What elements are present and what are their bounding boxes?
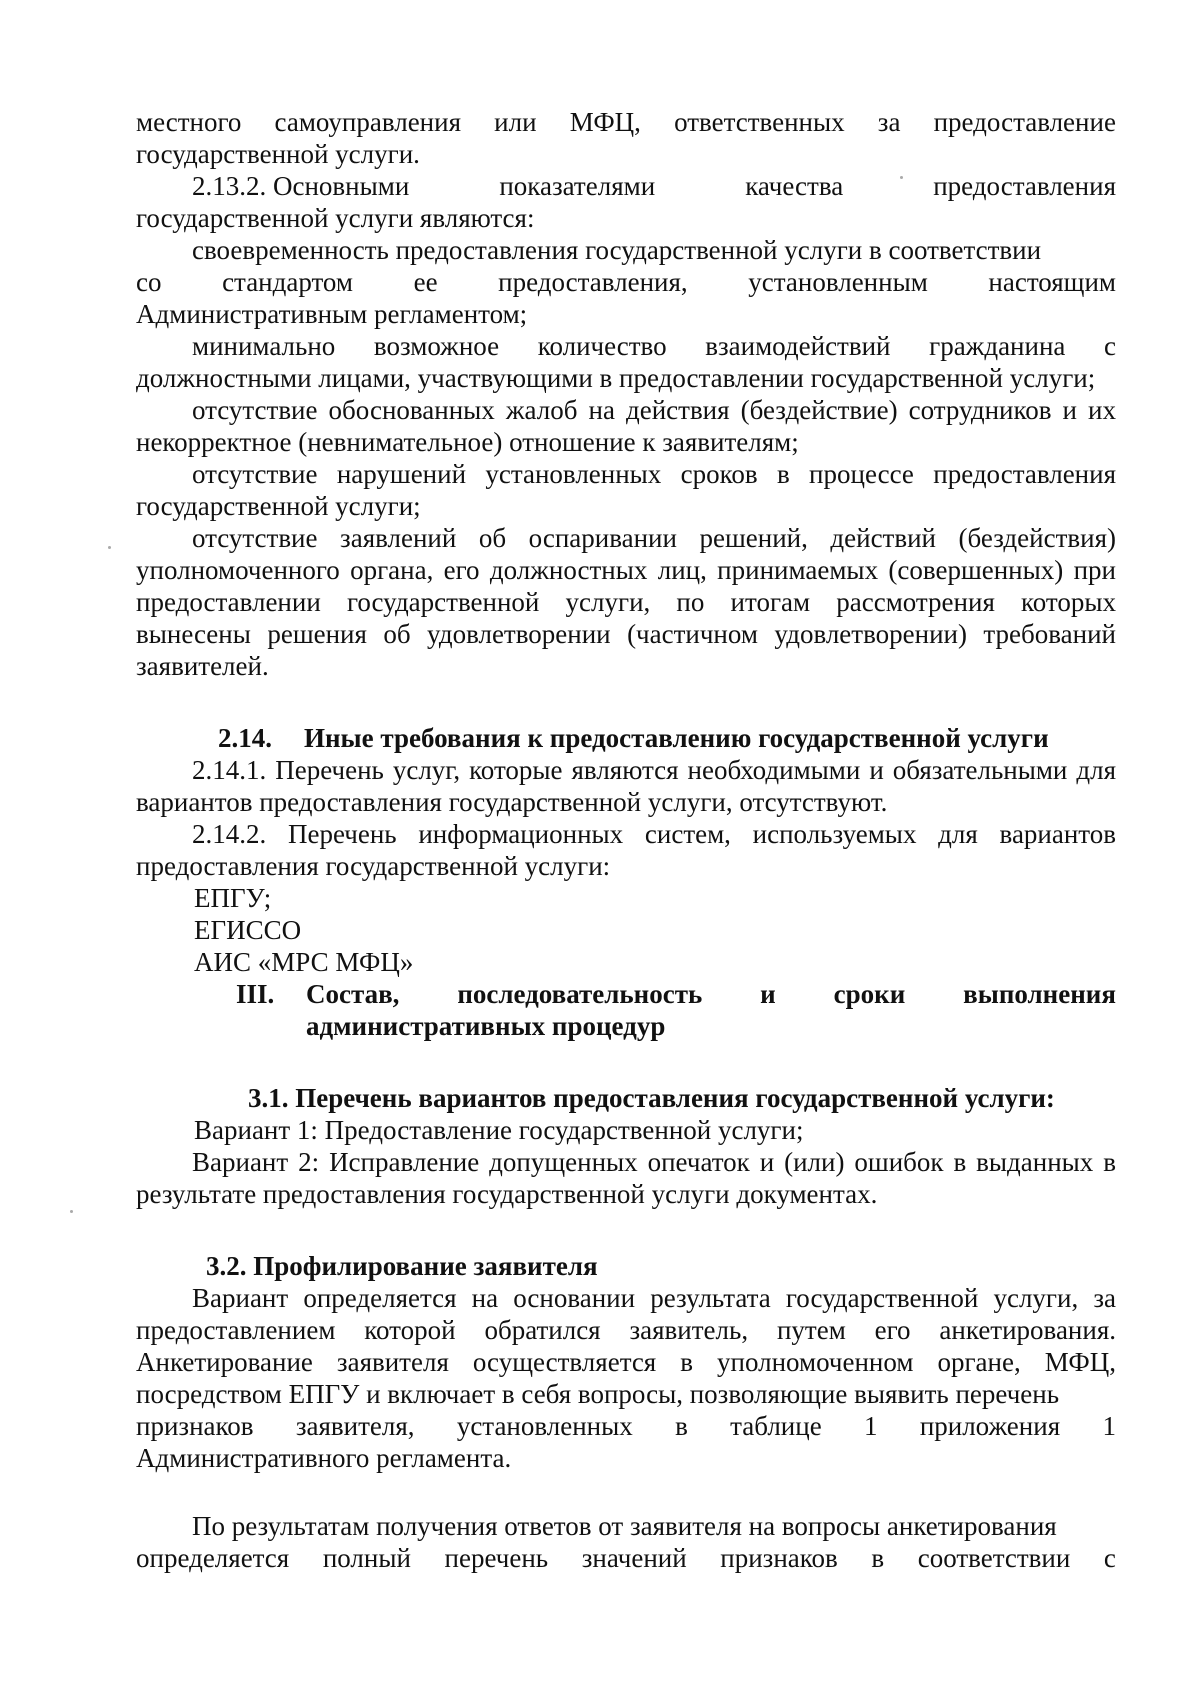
- word: заявителя,: [295, 1411, 415, 1441]
- word: сроки: [833, 979, 906, 1009]
- word: последовательность: [457, 979, 703, 1009]
- word: в: [871, 1543, 885, 1573]
- word: ответственных: [674, 107, 845, 137]
- word: местного: [136, 107, 242, 137]
- quality-indicator-2: минимально возможное количество взаимодействий гражданина с должностными лицами, участвующими в предоставлении государственной услуги;: [136, 331, 1116, 393]
- word: 2.13.2. Основными: [192, 171, 410, 201]
- justified-line: [136, 1542, 1116, 1574]
- word: ее: [413, 267, 438, 297]
- text-line: государственной услуги являются:: [136, 203, 535, 233]
- paragraph-3-2-profiling: [136, 1282, 1116, 1474]
- word: предоставление: [933, 107, 1116, 137]
- quality-indicator-1: [136, 234, 1116, 330]
- word: признаков: [720, 1543, 838, 1573]
- quality-indicator-5: отсутствие заявлений об оспаривании решений, действий (бездействия) уполномоченного органа, его должностных лиц, принимаемых (совершенных) при предоставлении государственной услуги, по итогам рассмотрения которых вынесены решения об удовлетворении (частичном удовлетворении) требований заявителей.: [136, 523, 1116, 681]
- word: полный: [322, 1543, 411, 1573]
- system-item-epgu: ЕПГУ;: [194, 883, 272, 913]
- word: признаков: [136, 1411, 254, 1441]
- document-body: [136, 106, 1116, 1574]
- variant-1: Вариант 1: Предоставление государственной услуги;: [194, 1115, 804, 1145]
- text-line: Административного регламента.: [136, 1443, 512, 1473]
- word: предоставления: [933, 171, 1116, 201]
- word: значений: [581, 1543, 687, 1573]
- system-item-ais-mrs-mfc: АИС «МРС МФЦ»: [194, 947, 414, 977]
- word: за: [877, 107, 901, 137]
- word: 1: [1102, 1411, 1116, 1441]
- word: 1: [864, 1411, 878, 1441]
- word: самоуправления: [274, 107, 462, 137]
- word: Состав,: [306, 979, 400, 1009]
- section-heading-3-1: 3.1. Перечень вариантов предоставления государственной услуги:: [248, 1083, 1055, 1113]
- paragraph-2-13-2: [136, 170, 1116, 234]
- word: установленным: [748, 267, 928, 297]
- word: стандартом: [222, 267, 354, 297]
- scan-speck: [70, 1210, 73, 1213]
- heading-number: 2.14.: [218, 723, 272, 753]
- text-line: административных процедур: [306, 1011, 666, 1041]
- word: с: [1103, 1543, 1116, 1573]
- justified-line: [136, 170, 1116, 202]
- word: качества: [745, 171, 844, 201]
- scan-speck: [108, 546, 111, 549]
- section-heading-text: [306, 978, 1116, 1042]
- section-heading-iii: [236, 978, 1116, 1042]
- variant-2: Вариант 2: Исправление допущенных опечаток и (или) ошибок в выданных в результате предоставления государственной услуги документах.: [136, 1147, 1116, 1209]
- word: выполнения: [963, 979, 1116, 1009]
- word: соответствии: [917, 1543, 1071, 1573]
- word: перечень: [444, 1543, 549, 1573]
- text-line: Административным регламентом;: [136, 299, 528, 329]
- text-line: своевременность предоставления государственной услуги в соответствии: [192, 235, 1042, 265]
- word: приложения: [919, 1411, 1061, 1441]
- word: предоставления,: [498, 267, 688, 297]
- paragraph-2-14-1: 2.14.1. Перечень услуг, которые являются необходимыми и обязательными для вариантов предоставления государственной услуги, отсутствуют.: [136, 755, 1116, 817]
- text-line: По результатам получения ответов от заявителя на вопросы анкетирования: [192, 1511, 1057, 1541]
- word: МФЦ,: [569, 107, 641, 137]
- quality-indicator-4: отсутствие нарушений установленных сроков в процессе предоставления государственной услуги;: [136, 459, 1116, 521]
- heading-text: Иные требования к предоставлению государственной услуги: [304, 723, 1049, 753]
- justified-line: [136, 266, 1116, 298]
- word: настоящим: [988, 267, 1116, 297]
- word: в: [675, 1411, 688, 1441]
- section-heading-3-2: 3.2. Профилирование заявителя: [206, 1251, 598, 1281]
- paragraph-continuation: [136, 106, 1116, 170]
- word: со: [136, 267, 162, 297]
- section-roman-numeral: III.: [236, 979, 275, 1009]
- justified-line: [136, 1410, 1116, 1442]
- text-line: государственной услуги.: [136, 139, 420, 169]
- justified-line: [306, 978, 1116, 1010]
- word: установленных: [456, 1411, 633, 1441]
- paragraph-3-2-results: [136, 1510, 1116, 1574]
- paragraph-text: Вариант определяется на основании результата государственной услуги, за предоставлением которой обратился заявитель, путем его анкетирования. Анкетирование заявителя осуществляется в уполномоченном органе, МФЦ, посредством ЕПГУ и включает в себя вопросы, позволяющие выявить перечень: [136, 1283, 1116, 1409]
- word: определяется: [136, 1543, 290, 1573]
- word: и: [760, 979, 776, 1009]
- scan-speck: [900, 176, 903, 179]
- word: таблице: [730, 1411, 822, 1441]
- system-item-egisso: ЕГИССО: [194, 915, 302, 945]
- quality-indicator-3: отсутствие обоснованных жалоб на действия (бездействие) сотрудников и их некорректное (невнимательное) отношение к заявителям;: [136, 395, 1116, 457]
- word: показателями: [499, 171, 656, 201]
- justified-line: [136, 106, 1116, 138]
- paragraph-2-14-2: 2.14.2. Перечень информационных систем, используемых для вариантов предоставления государственной услуги:: [136, 819, 1116, 881]
- word: или: [494, 107, 537, 137]
- section-heading-2-14: [218, 722, 1116, 754]
